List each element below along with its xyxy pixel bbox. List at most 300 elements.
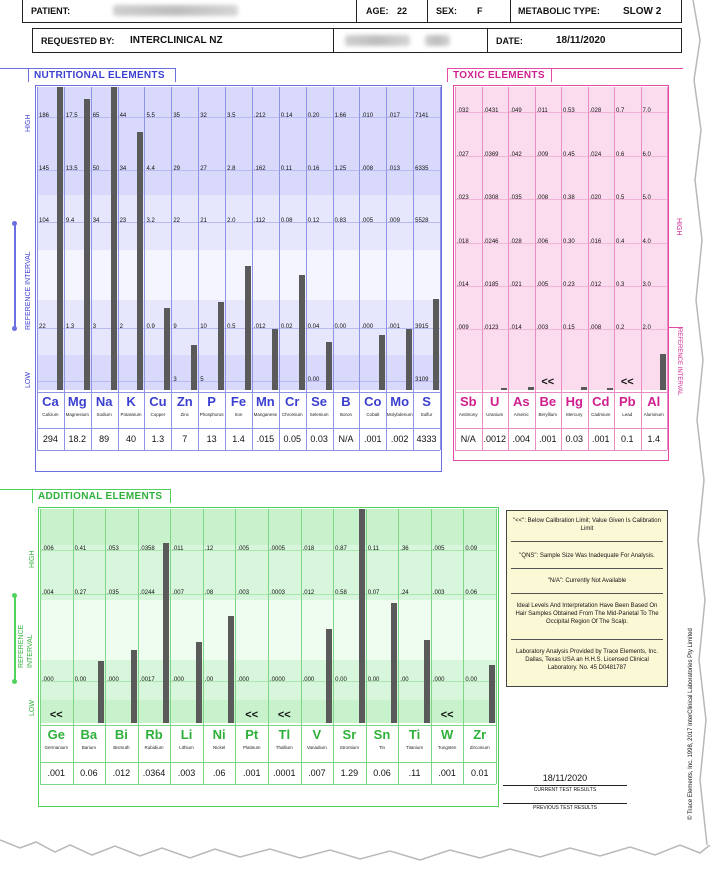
additional-tick-label: .053 bbox=[107, 546, 119, 552]
toxic-tick-label: .005 bbox=[536, 282, 549, 288]
legend-na: "N/A": Currently Not Available bbox=[547, 578, 627, 584]
nutritional-tick-label: 32 bbox=[200, 113, 207, 119]
nutritional-tick-label: .162 bbox=[253, 166, 266, 172]
additional-tick-label: 0.27 bbox=[74, 590, 87, 596]
nutritional-tick-label: 3 bbox=[173, 377, 177, 383]
additional-symbol-ni: Ni bbox=[212, 727, 226, 742]
nutritional-tick-label: 17.5 bbox=[65, 113, 78, 119]
metabolic-type-value: SLOW 2 bbox=[623, 5, 662, 17]
nutritional-value-s: 4333 bbox=[416, 434, 437, 444]
nutritional-value-cu: 1.3 bbox=[151, 434, 165, 444]
additional-tick-label: .035 bbox=[107, 590, 119, 596]
toxic-name-be: Beryllium bbox=[538, 412, 557, 417]
nutritional-tick-label: 1.25 bbox=[334, 166, 347, 172]
toxic-side-ref: REFERENCE INTERVAL bbox=[676, 328, 682, 396]
additional-symbol-sn: Sn bbox=[373, 727, 391, 742]
toxic-name-cd: Cadmium bbox=[591, 412, 611, 417]
additional-name-ba: Barium bbox=[81, 745, 96, 750]
additional-tick-label: 0.11 bbox=[367, 546, 379, 552]
additional-tick-label: .0003 bbox=[270, 590, 286, 596]
toxic-tick-label: .032 bbox=[457, 108, 469, 114]
nutritional-tick-label: .008 bbox=[361, 166, 374, 172]
additional-name-w: Tungsten bbox=[437, 745, 457, 750]
nutritional-value-se: 0.03 bbox=[310, 434, 328, 444]
toxic-tick-label: 0.45 bbox=[563, 152, 575, 158]
additional-symbol-tl: Tl bbox=[278, 727, 291, 742]
nutritional-name-ca: Calcium bbox=[42, 412, 59, 417]
additional-name-ge: Germanium bbox=[44, 745, 69, 750]
nutritional-tick-label: .010 bbox=[361, 113, 374, 119]
nutritional-symbol-ca: Ca bbox=[42, 394, 59, 409]
toxic-tick-label: .035 bbox=[510, 195, 522, 201]
nutritional-tick-label: 1.66 bbox=[334, 113, 347, 119]
additional-side-high: HIGH bbox=[29, 550, 36, 568]
additional-value-ge: .001 bbox=[47, 768, 66, 778]
additional-symbol-w: W bbox=[440, 727, 454, 742]
nutritional-tick-label: 44 bbox=[119, 113, 127, 119]
nutritional-tick-label: 23 bbox=[119, 218, 127, 224]
toxic-tick-label: 0.6 bbox=[616, 152, 625, 158]
legend-qns: "QNS": Sample Size Was Inadequate For Analysis. bbox=[519, 553, 655, 559]
additional-tick-label: 0.06 bbox=[465, 590, 478, 596]
additional-symbol-ba: Ba bbox=[80, 727, 98, 742]
toxic-tick-label: .024 bbox=[589, 152, 602, 158]
toxic-tick-label: .028 bbox=[589, 108, 602, 114]
toxic-tick-label: 0.2 bbox=[616, 325, 625, 331]
additional-below-limit-marker: << bbox=[245, 709, 259, 721]
additional-tick-label: .36 bbox=[400, 546, 409, 552]
nutritional-tick-label: 22 bbox=[39, 324, 46, 330]
nutritional-name-na: Sodium bbox=[96, 412, 112, 417]
toxic-value-sb: N/A bbox=[460, 434, 476, 444]
toxic-value-hg: 0.03 bbox=[565, 434, 584, 444]
nutritional-tick-label: .000 bbox=[361, 324, 374, 330]
nutritional-name-cr: Chromium bbox=[281, 412, 303, 417]
age-value: 22 bbox=[397, 6, 408, 16]
toxic-value-be: .001 bbox=[538, 434, 557, 444]
additional-tick-label: .000 bbox=[432, 677, 445, 683]
additional-symbol-bi: Bi bbox=[114, 727, 128, 742]
nutritional-tick-label: 0.00 bbox=[307, 377, 320, 383]
additional-symbol-sr: Sr bbox=[342, 727, 357, 742]
toxic-value-cd: .001 bbox=[591, 434, 610, 444]
nutritional-symbol-na: Na bbox=[95, 394, 113, 409]
additional-value-ni: .06 bbox=[212, 768, 226, 778]
nutritional-tick-label: 0.83 bbox=[334, 218, 347, 224]
nutritional-symbol-co: Co bbox=[364, 394, 382, 409]
toxic-value-as: .004 bbox=[512, 434, 531, 444]
nutritional-symbol-zn: Zn bbox=[176, 394, 193, 409]
nutritional-tick-label: 9 bbox=[173, 324, 177, 330]
date-label: DATE: bbox=[496, 35, 523, 46]
toxic-tick-label: 6.0 bbox=[642, 152, 651, 158]
toxic-tick-label: .006 bbox=[536, 239, 549, 245]
nutritional-tick-label: 0.14 bbox=[280, 113, 293, 119]
additional-symbol-zr: Zr bbox=[473, 727, 487, 742]
nutritional-value-co: .001 bbox=[364, 434, 382, 444]
nutritional-tick-label: 29 bbox=[173, 166, 181, 172]
additional-tick-label: .000 bbox=[107, 677, 119, 683]
additional-name-sn: Tin bbox=[378, 745, 386, 750]
nutritional-symbol-mg: Mg bbox=[67, 394, 87, 409]
nutritional-value-b: N/A bbox=[338, 434, 354, 444]
nutritional-symbol-mn: Mn bbox=[255, 394, 275, 409]
additional-tick-label: 0.87 bbox=[335, 546, 347, 552]
nutritional-tick-label: 5.5 bbox=[146, 113, 155, 119]
toxic-name-pb: Lead bbox=[622, 412, 633, 417]
toxic-name-sb: Antimony bbox=[458, 412, 478, 417]
nutritional-tick-label: 0.02 bbox=[280, 324, 293, 330]
additional-value-w: .001 bbox=[438, 768, 456, 778]
nutritional-tick-label: 0.08 bbox=[280, 218, 293, 224]
additional-name-v: Vanadium bbox=[306, 745, 327, 750]
nutritional-symbol-mo: Mo bbox=[390, 394, 410, 409]
additional-tick-label: .018 bbox=[302, 546, 315, 552]
nutritional-tick-label: 145 bbox=[39, 166, 50, 172]
additional-value-ba: 0.06 bbox=[80, 768, 98, 778]
nutritional-value-mn: .015 bbox=[256, 434, 275, 444]
toxic-symbol-as: As bbox=[512, 394, 530, 409]
sex-label: SEX: bbox=[436, 6, 458, 16]
toxic-value-al: 1.4 bbox=[647, 434, 660, 444]
nutritional-tick-label: 34 bbox=[92, 218, 100, 224]
nutritional-tick-label: 21 bbox=[200, 218, 207, 224]
nutritional-tick-label: 9.4 bbox=[65, 218, 75, 224]
toxic-symbol-sb: Sb bbox=[459, 394, 477, 409]
additional-tick-label: .08 bbox=[204, 590, 214, 596]
toxic-tick-label: 0.4 bbox=[616, 239, 625, 245]
additional-symbol-ge: Ge bbox=[47, 727, 65, 742]
additional-tick-label: .000 bbox=[172, 677, 184, 683]
additional-tick-label: .003 bbox=[432, 590, 445, 596]
additional-tick-label: .24 bbox=[400, 590, 409, 596]
additional-symbol-rb: Rb bbox=[145, 727, 163, 742]
toxic-tick-label: 0.3 bbox=[616, 282, 625, 288]
toxic-tick-label: .023 bbox=[457, 195, 469, 201]
nutritional-symbol-k: K bbox=[126, 394, 136, 409]
toxic-side-high: HIGH bbox=[675, 218, 682, 236]
toxic-tick-label: .0369 bbox=[483, 152, 499, 158]
additional-side-low: LOW bbox=[29, 700, 36, 716]
additional-tick-label: .12 bbox=[204, 546, 214, 552]
additional-name-rb: Rubidium bbox=[144, 745, 164, 750]
nutritional-tick-label: .009 bbox=[388, 218, 400, 224]
additional-tick-label: .00 bbox=[400, 677, 409, 683]
nutritional-name-fe: Iron bbox=[234, 412, 243, 417]
nutritional-tick-label: 2.0 bbox=[227, 218, 236, 224]
additional-tick-label: .0017 bbox=[139, 677, 155, 683]
toxic-tick-label: 0.15 bbox=[563, 325, 575, 331]
toxic-tick-label: .014 bbox=[457, 282, 469, 288]
additional-value-sr: 1.29 bbox=[340, 768, 359, 778]
additional-tick-label: .000 bbox=[302, 677, 315, 683]
current-results-date: 18/11/2020 bbox=[542, 773, 588, 783]
additional-value-v: .007 bbox=[308, 768, 326, 778]
nutritional-value-p: 13 bbox=[206, 434, 217, 444]
current-results-label: CURRENT TEST RESULTS bbox=[533, 787, 597, 793]
toxic-tick-label: 0.30 bbox=[563, 239, 575, 245]
nutritional-tick-label: 3915 bbox=[415, 324, 429, 330]
toxic-tick-label: .049 bbox=[510, 108, 522, 114]
additional-value-sn: 0.06 bbox=[373, 768, 391, 778]
requested-by-value: INTERCLINICAL NZ bbox=[130, 35, 223, 46]
toxic-tick-label: .012 bbox=[589, 282, 602, 288]
additional-name-ni: Nickel bbox=[212, 745, 226, 750]
additional-tick-label: .004 bbox=[42, 590, 54, 596]
toxic-tick-label: .009 bbox=[457, 325, 469, 331]
additional-name-zr: Zirconium bbox=[469, 745, 490, 750]
toxic-tick-label: .014 bbox=[510, 325, 522, 331]
additional-title: ADDITIONAL ELEMENTS bbox=[32, 489, 171, 503]
nutritional-tick-label: .001 bbox=[388, 324, 400, 330]
additional-tick-label: .0000 bbox=[270, 677, 286, 683]
nutritional-value-na: 89 bbox=[99, 434, 110, 444]
nutritional-name-s: Sulfur bbox=[420, 412, 433, 417]
toxic-tick-label: .003 bbox=[536, 325, 549, 331]
toxic-tick-label: 3.0 bbox=[642, 282, 651, 288]
toxic-name-u: Uranium bbox=[486, 412, 504, 417]
additional-tick-label: 0.00 bbox=[335, 677, 347, 683]
additional-tick-label: .007 bbox=[172, 590, 184, 596]
additional-tick-label: .000 bbox=[237, 677, 250, 683]
copyright-text: © Trace Elements, Inc. 1998, 2017 InterClinical Laboratories Pty Limited bbox=[688, 628, 694, 820]
additional-below-limit-marker: << bbox=[277, 709, 291, 721]
legend-ideal-levels: Ideal Levels And Interpretation Have Been Based On Hair Samples Obtained From The Mid-Parietal To The Occipital Region Of The Scalp. bbox=[515, 603, 659, 625]
nutritional-name-mg: Magnesium bbox=[65, 412, 89, 417]
nutritional-name-co: Cobalt bbox=[366, 412, 380, 417]
sex-value: F bbox=[477, 6, 483, 16]
additional-symbol-ti: Ti bbox=[408, 727, 421, 742]
nutritional-name-b: Boron bbox=[339, 412, 352, 417]
toxic-tick-label: .042 bbox=[510, 152, 522, 158]
nutritional-tick-label: 0.11 bbox=[280, 166, 293, 172]
additional-tick-label: 0.00 bbox=[367, 677, 380, 683]
toxic-tick-label: .011 bbox=[536, 108, 548, 114]
additional-value-pt: .001 bbox=[242, 768, 261, 778]
additional-below-limit-marker: << bbox=[49, 709, 63, 721]
toxic-tick-label: 7.0 bbox=[642, 108, 651, 114]
additional-tick-label: .003 bbox=[237, 590, 250, 596]
toxic-tick-label: .018 bbox=[457, 239, 469, 245]
nutritional-tick-label: .017 bbox=[388, 113, 400, 119]
toxic-tick-label: 0.53 bbox=[563, 108, 575, 114]
additional-name-bi: Bismuth bbox=[113, 745, 130, 750]
toxic-symbol-be: Be bbox=[539, 394, 557, 409]
nutritional-tick-label: 65 bbox=[92, 113, 100, 119]
toxic-symbol-pb: Pb bbox=[618, 394, 636, 409]
additional-symbol-v: V bbox=[312, 727, 322, 742]
toxic-tick-label: 4.0 bbox=[642, 239, 651, 245]
additional-tick-label: 0.07 bbox=[367, 590, 380, 596]
additional-tick-label: .006 bbox=[42, 546, 54, 552]
nutritional-tick-label: 0.00 bbox=[334, 324, 347, 330]
nutritional-side-low: LOW bbox=[25, 372, 32, 388]
nutritional-value-cr: 0.05 bbox=[283, 434, 301, 444]
toxic-name-hg: Mercury bbox=[566, 412, 583, 417]
additional-tick-label: .00 bbox=[204, 677, 214, 683]
toxic-tick-label: .009 bbox=[536, 152, 549, 158]
additional-value-bi: .012 bbox=[112, 768, 131, 778]
additional-tick-label: .005 bbox=[237, 546, 250, 552]
nutritional-value-mo: .002 bbox=[390, 434, 409, 444]
additional-value-ti: .11 bbox=[408, 768, 421, 778]
toxic-title: TOXIC ELEMENTS bbox=[447, 68, 552, 82]
nutritional-tick-label: 22 bbox=[173, 218, 181, 224]
additional-below-limit-marker: << bbox=[440, 709, 454, 721]
toxic-tick-label: .027 bbox=[457, 152, 469, 158]
nutritional-tick-label: 2.8 bbox=[227, 166, 236, 172]
additional-name-ti: Titanium bbox=[406, 745, 424, 750]
toxic-symbol-cd: Cd bbox=[592, 394, 610, 409]
toxic-symbol-hg: Hg bbox=[565, 394, 583, 409]
additional-tick-label: .005 bbox=[432, 546, 445, 552]
additional-tick-label: 0.09 bbox=[465, 546, 478, 552]
additional-symbol-li: Li bbox=[180, 727, 193, 742]
toxic-below-limit-marker: << bbox=[620, 376, 634, 388]
nutritional-tick-label: 50 bbox=[92, 166, 100, 172]
nutritional-tick-label: .112 bbox=[253, 218, 266, 224]
additional-tick-label: .011 bbox=[172, 546, 184, 552]
nutritional-tick-label: 186 bbox=[39, 113, 50, 119]
toxic-tick-label: .0123 bbox=[483, 325, 499, 331]
legend-below-calibration: "<<": Below Calibration Limit; Value Given Is Calibration Limit bbox=[513, 518, 661, 532]
toxic-tick-label: .008 bbox=[536, 195, 549, 201]
toxic-tick-label: .0246 bbox=[483, 239, 499, 245]
patient-label: PATIENT: bbox=[31, 6, 71, 16]
nutritional-tick-label: 3.2 bbox=[146, 218, 155, 224]
toxic-tick-label: .021 bbox=[510, 282, 522, 288]
toxic-tick-label: 0.7 bbox=[616, 108, 625, 114]
nutritional-side-high: HIGH bbox=[25, 114, 32, 132]
toxic-tick-label: .008 bbox=[589, 325, 602, 331]
requested-by-label: REQUESTED BY: bbox=[41, 35, 115, 46]
toxic-tick-label: .0431 bbox=[483, 108, 499, 114]
nutritional-tick-label: .212 bbox=[253, 113, 266, 119]
toxic-name-al: Aluminum bbox=[643, 412, 664, 417]
toxic-name-as: Arsenic bbox=[513, 412, 529, 417]
nutritional-tick-label: 13.5 bbox=[65, 166, 78, 172]
metabolic-type-label: METABOLIC TYPE: bbox=[518, 6, 600, 16]
nutritional-name-zn: Zinc bbox=[180, 412, 190, 417]
nutritional-name-mo: Molybdenum bbox=[386, 412, 413, 417]
nutritional-tick-label: 0.5 bbox=[227, 324, 236, 330]
toxic-tick-label: .020 bbox=[589, 195, 602, 201]
toxic-tick-label: .016 bbox=[589, 239, 602, 245]
additional-tick-label: .0005 bbox=[270, 546, 286, 552]
nutritional-tick-label: .012 bbox=[253, 324, 266, 330]
nutritional-value-mg: 18.2 bbox=[68, 434, 87, 444]
additional-tick-label: 0.58 bbox=[335, 590, 347, 596]
nutritional-tick-label: 0.12 bbox=[307, 218, 320, 224]
nutritional-symbol-b: B bbox=[341, 394, 351, 409]
additional-value-rb: .0364 bbox=[142, 768, 166, 778]
additional-value-zr: 0.01 bbox=[470, 768, 489, 778]
nutritional-tick-label: 5528 bbox=[415, 218, 429, 224]
nutritional-side-ref: REFERENCE INTERVAL bbox=[25, 251, 32, 330]
toxic-tick-label: .0185 bbox=[483, 282, 499, 288]
additional-tick-label: 0.00 bbox=[465, 677, 478, 683]
additional-symbol-pt: Pt bbox=[245, 727, 259, 742]
nutritional-name-cu: Copper bbox=[150, 412, 166, 417]
toxic-tick-label: 0.38 bbox=[563, 195, 575, 201]
nutritional-tick-label: .013 bbox=[388, 166, 400, 172]
additional-name-tl: Thallium bbox=[275, 745, 293, 750]
nutritional-tick-label: 0.04 bbox=[307, 324, 320, 330]
nutritional-tick-label: .005 bbox=[361, 218, 374, 224]
toxic-below-limit-marker: << bbox=[541, 376, 555, 388]
nutritional-tick-label: 35 bbox=[173, 113, 181, 119]
age-label: AGE: bbox=[366, 6, 389, 16]
legend-laboratory: Laboratory Analysis Provided by Trace Elements, Inc. Dallas, Texas USA an H.H.S. Licensed Clinical Laboratory. No. 45 D0481787 bbox=[515, 649, 659, 671]
nutritional-value-zn: 7 bbox=[182, 434, 188, 444]
additional-name-sr: Strontium bbox=[339, 745, 360, 750]
nutritional-symbol-cu: Cu bbox=[149, 394, 167, 409]
toxic-value-u: .0012 bbox=[483, 434, 507, 444]
nutritional-tick-label: 3109 bbox=[415, 377, 429, 383]
additional-tick-label: .0244 bbox=[139, 590, 155, 596]
nutritional-value-ca: 294 bbox=[42, 434, 58, 444]
nutritional-tick-label: 104 bbox=[39, 218, 50, 224]
toxic-tick-label: 0.23 bbox=[563, 282, 575, 288]
nutritional-tick-label: 1.3 bbox=[65, 324, 75, 330]
nutritional-symbol-cr: Cr bbox=[285, 394, 300, 409]
nutritional-tick-label: 0.20 bbox=[307, 113, 320, 119]
nutritional-tick-label: 3 bbox=[92, 324, 97, 330]
nutritional-tick-label: 5 bbox=[200, 377, 204, 383]
date-value: 18/11/2020 bbox=[556, 35, 606, 46]
toxic-tick-label: 2.0 bbox=[642, 325, 651, 331]
toxic-tick-label: 5.0 bbox=[642, 195, 651, 201]
nutritional-tick-label: 27 bbox=[200, 166, 207, 172]
nutritional-value-fe: 1.4 bbox=[232, 434, 245, 444]
additional-tick-label: 0.00 bbox=[74, 677, 87, 683]
nutritional-name-k: Potassium bbox=[120, 412, 142, 417]
additional-tick-label: 0.41 bbox=[74, 546, 87, 552]
nutritional-title: NUTRITIONAL ELEMENTS bbox=[28, 68, 176, 82]
additional-name-pt: Platinum bbox=[242, 745, 261, 750]
previous-results-label: PREVIOUS TEST RESULTS bbox=[533, 805, 597, 811]
nutritional-value-k: 40 bbox=[126, 434, 137, 444]
additional-side-ref: REFERENCE INTERVAL bbox=[18, 624, 34, 668]
nutritional-tick-label: 34 bbox=[119, 166, 127, 172]
nutritional-tick-label: 10 bbox=[200, 324, 207, 330]
toxic-tick-label: 0.5 bbox=[616, 195, 625, 201]
nutritional-tick-label: 2 bbox=[119, 324, 123, 330]
nutritional-name-se: Selenium bbox=[309, 412, 329, 417]
nutritional-tick-label: 6335 bbox=[415, 166, 429, 172]
additional-tick-label: .012 bbox=[302, 590, 315, 596]
nutritional-symbol-fe: Fe bbox=[230, 394, 247, 409]
nutritional-name-p: Phosphorus bbox=[199, 412, 224, 417]
nutritional-tick-label: 0.16 bbox=[307, 166, 320, 172]
toxic-value-pb: 0.1 bbox=[620, 434, 634, 444]
nutritional-tick-label: 7141 bbox=[415, 113, 429, 119]
additional-value-li: .003 bbox=[177, 768, 196, 778]
additional-tick-label: .0358 bbox=[139, 546, 155, 552]
toxic-tick-label: .028 bbox=[510, 239, 522, 245]
nutritional-symbol-s: S bbox=[422, 394, 431, 409]
nutritional-tick-label: 0.9 bbox=[146, 324, 155, 330]
nutritional-name-mn: Manganese bbox=[253, 412, 278, 417]
nutritional-symbol-se: Se bbox=[311, 394, 328, 409]
nutritional-tick-label: 3.5 bbox=[227, 113, 236, 119]
toxic-symbol-u: U bbox=[490, 394, 500, 409]
nutritional-symbol-p: P bbox=[207, 394, 216, 409]
toxic-tick-label: .0308 bbox=[483, 195, 499, 201]
additional-tick-label: .000 bbox=[42, 677, 54, 683]
additional-value-tl: .0001 bbox=[273, 768, 296, 778]
nutritional-tick-label: 4.4 bbox=[146, 166, 155, 172]
